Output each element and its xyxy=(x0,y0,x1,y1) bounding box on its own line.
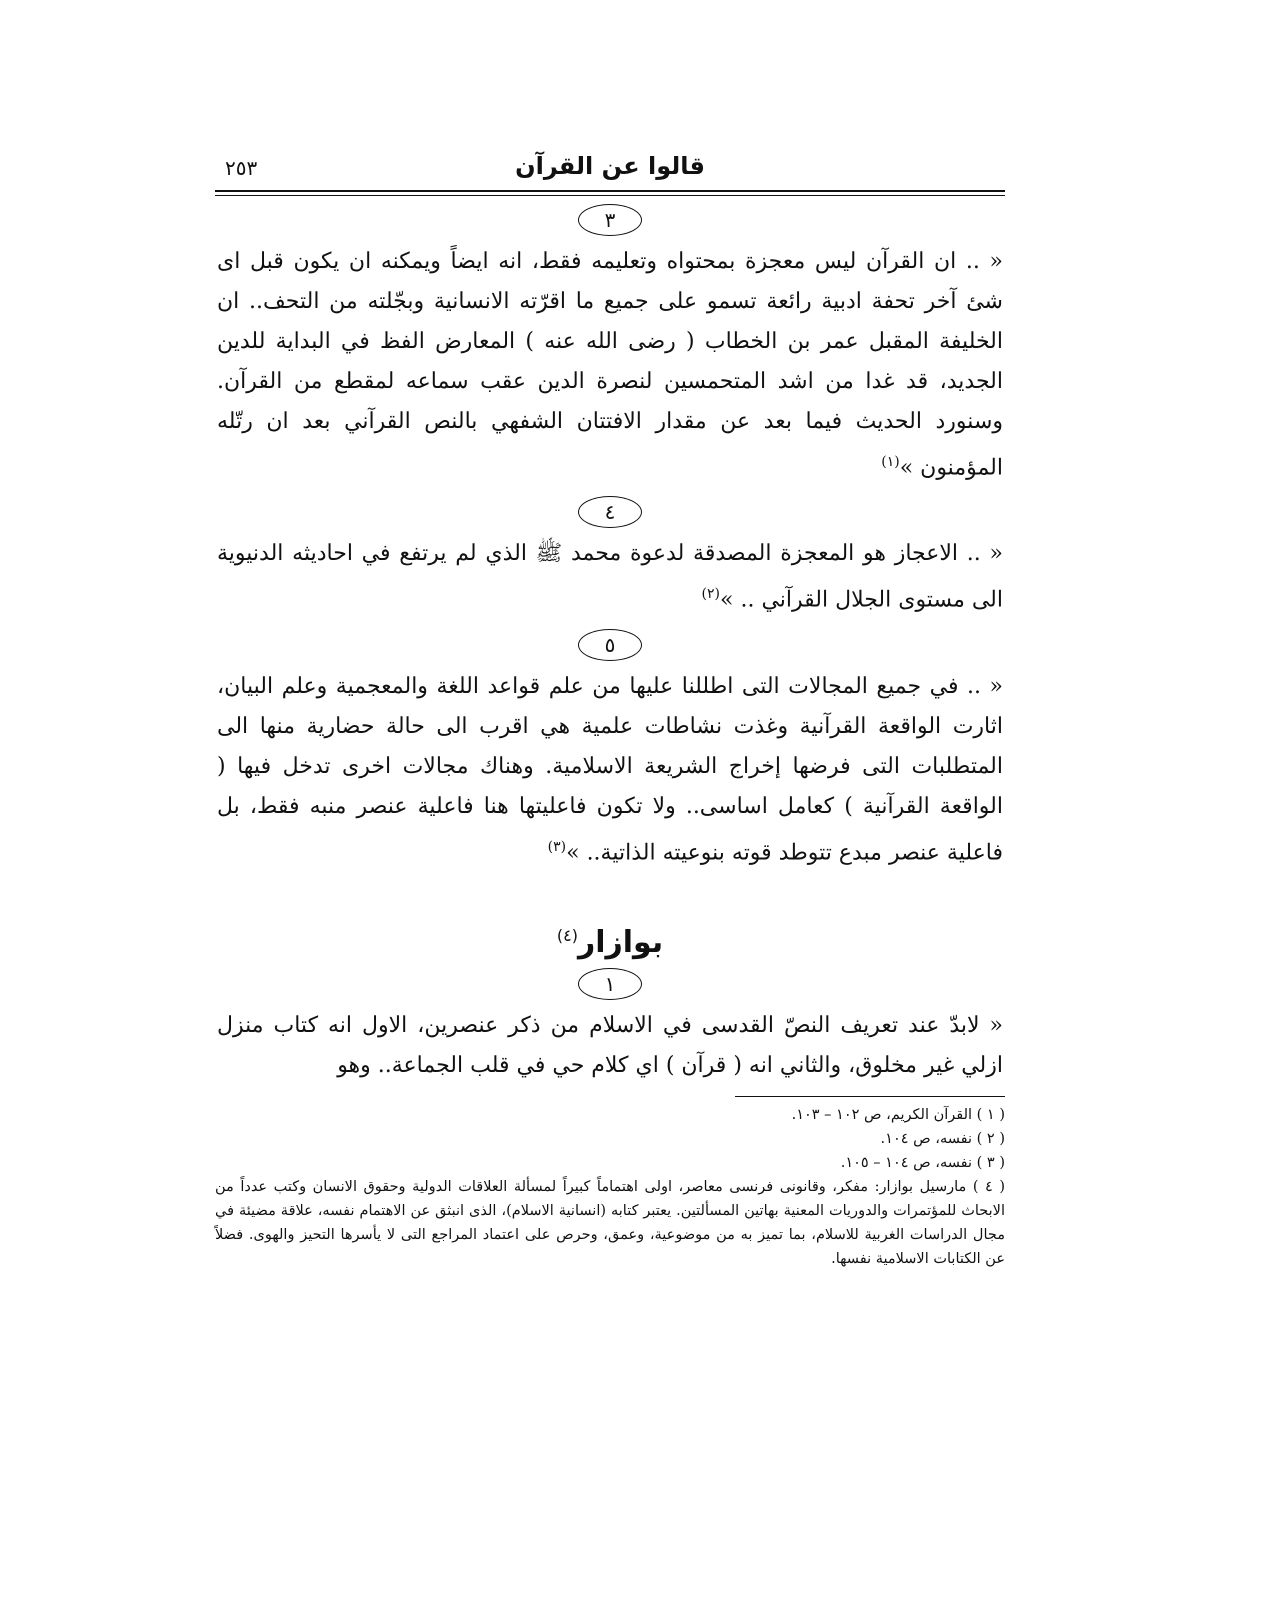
author-name: بوازار xyxy=(577,924,664,960)
footnote-ref: (١) xyxy=(881,454,900,470)
section-number-oval: ٤ xyxy=(578,496,642,528)
footnote: ( ٤ ) مارسيل بوازار: مفكر، وقانونى فرنسى معاصر، اولى اهتماماً كبيراً لمسألة العلاقات الدولية وحقوق الانسان وكتب عدداً من الابحاث للمؤتمرات والدوريات المعنية بهاتين المسألتين. يعتبر كتابه (انسانية الاسلام)، الذى انبثق عن الاهتمام نفسه، علاقة مضيئة في مجال الدراسات الغربية للاسلام، بما تميز به من موضوعية، وعمق، وحرص على اعتماد المراجع التى لا يأسرها التحيز والهوى. فضلاً عن الكتابات الاسلامية نفسها. xyxy=(215,1178,1005,1267)
footnote-ref: (٢) xyxy=(701,586,721,603)
section-marker xyxy=(215,968,1005,1000)
quote-text: « .. ان القرآن ليس معجزة بمحتواه وتعليمه فقط، انه ايضاً ويمكنه ان يكون قبل اى شئ آخر تحفة ادبية رائعة تسمو على جميع ما اقرّته الانسانية وبجّلته من التحف.. ان الخليفة المقبل عمر بن الخطاب ( رضى الله عنه ) المعارض الفظ في البداية للدين الجديد، قد غدا من اشد المتحمسين لنصرة الدين عقب سماعه لمقطع من القرآن. وسنورد الحديث فيما بعد عن مقدار الافتتان الشفهي بالنص القرآني بعد ان رتّله المؤمنون » xyxy=(217,249,1003,481)
footnote: ( ٣ ) نفسه، ص ١٠٤ – ١٠٥. xyxy=(840,1154,1005,1171)
running-title: قالوا عن القرآن xyxy=(515,152,705,180)
footnote: ( ٢ ) نفسه، ص ١٠٤. xyxy=(880,1130,1005,1147)
quote-text: « .. الاعجاز هو المعجزة المصدقة لدعوة محمد ﷺ الذي لم يرتفع في احاديثه الدنيوية الى مستوى الجلال القرآني .. » xyxy=(217,541,1003,613)
running-header xyxy=(215,150,1005,190)
book-page xyxy=(215,150,1005,1271)
footnote: ( ١ ) القرآن الكريم، ص ١٠٢ – ١٠٣. xyxy=(791,1106,1005,1123)
footnote-divider xyxy=(735,1096,1005,1097)
quote-paragraph xyxy=(215,667,1005,873)
page-number: ٢٥٣ xyxy=(225,156,258,180)
quote-text: « .. في جميع المجالات التى اطللنا عليها من علم قواعد اللغة والمعجمية وعلم البيان، اثارت الواقعة القرآنية وغذت نشاطات علمية هي اقرب الى حالة حضارية منها الى المتطلبات التى فرضها إخراج الشريعة الاسلامية. وهناك مجالات اخرى تدخل فيها ( الواقعة القرآنية ) كعامل اساسى.. ولا تكون فاعليتها هنا فاعلية عنصر منبه فقط، بل فاعلية عنصر مبدع تتوطد قوته بنوعيته الذاتية.. » xyxy=(217,673,1003,865)
section-marker xyxy=(215,496,1005,528)
quote-paragraph xyxy=(215,534,1005,620)
footnote-ref: (٤) xyxy=(556,925,578,945)
header-rule xyxy=(215,190,1005,196)
footnote-ref: (٣) xyxy=(547,838,567,855)
section-number-oval: ١ xyxy=(578,968,642,1000)
section-marker xyxy=(215,204,1005,236)
quote-paragraph: « لابدّ عند تعريف النصّ القدسى في الاسلام من ذكر عنصرين، الاول انه كتاب منزل ازلي غير مخلوق، والثاني انه ( قرآن ) اي كلام حي في قلب الجماعة.. وهو xyxy=(217,1012,1003,1078)
section-marker xyxy=(215,629,1005,661)
quote-paragraph xyxy=(215,242,1005,488)
author-heading xyxy=(215,925,1005,960)
section-number-oval: ٣ xyxy=(578,204,642,236)
section-number-oval: ٥ xyxy=(578,629,642,661)
footnotes xyxy=(215,1103,1005,1271)
